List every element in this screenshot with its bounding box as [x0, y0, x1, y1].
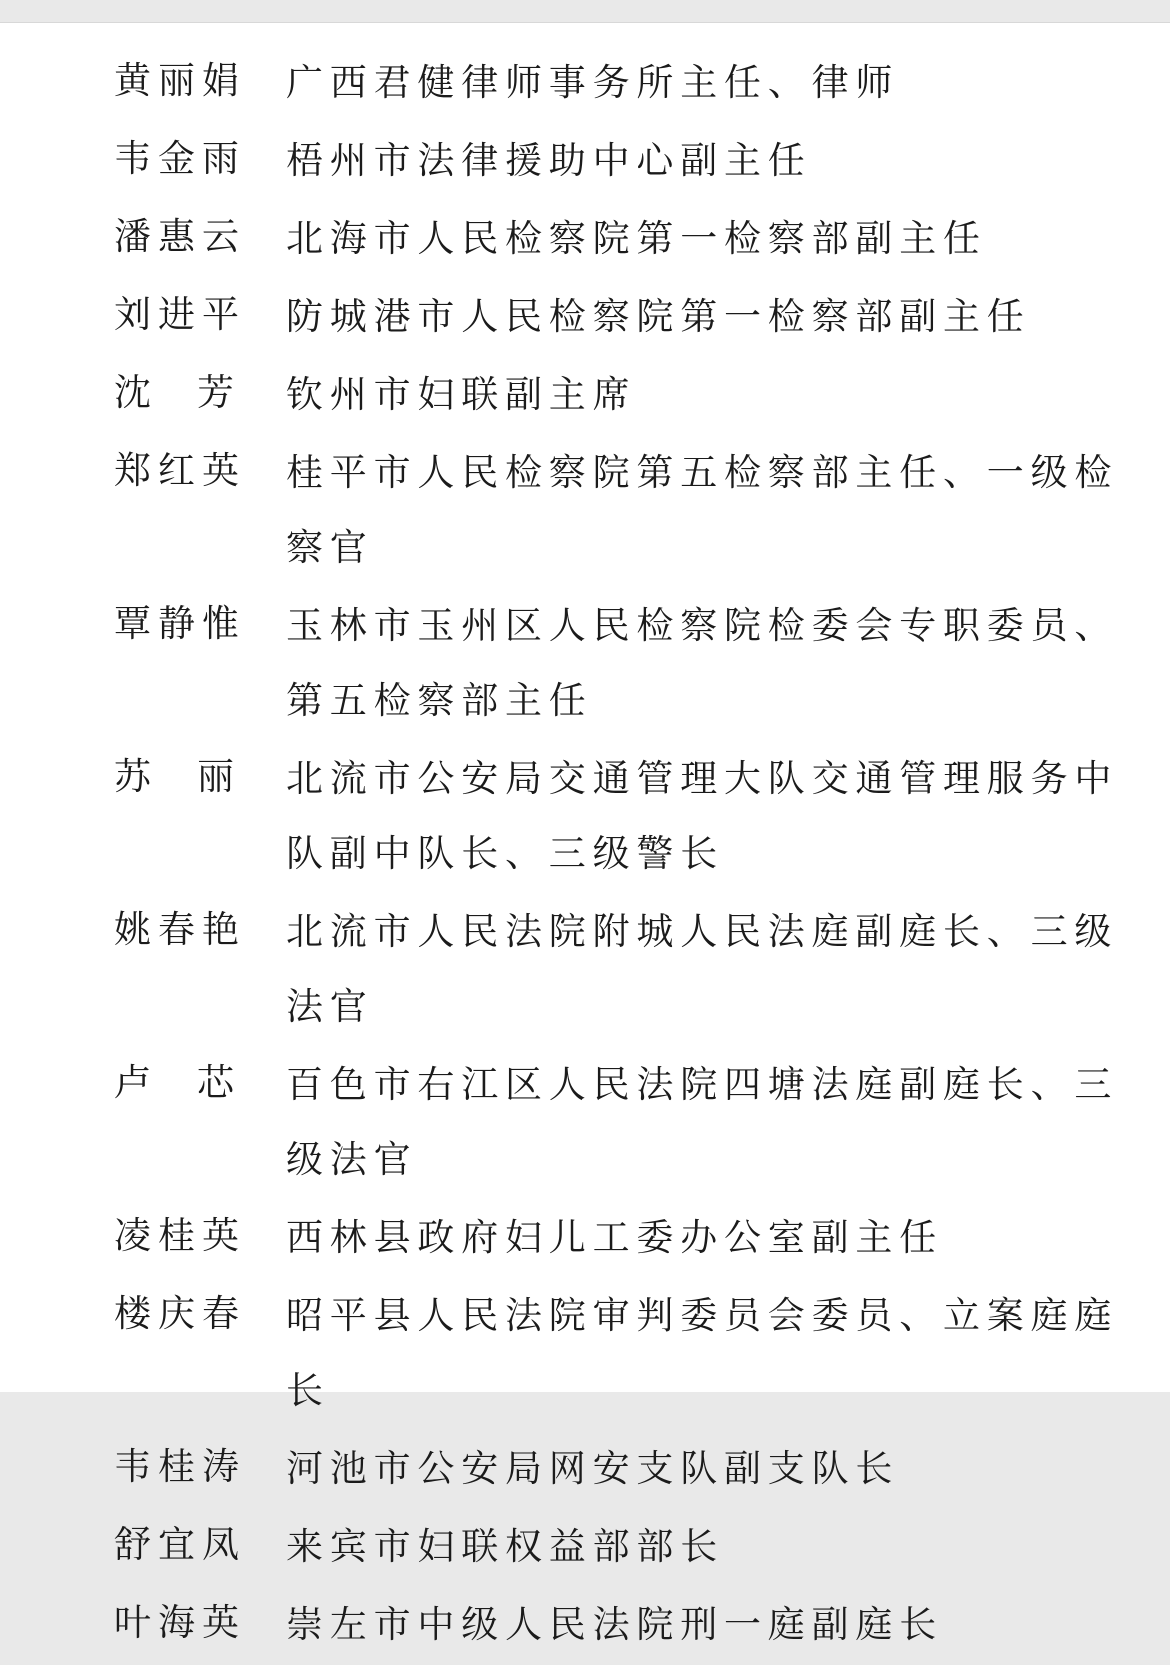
person-title: 北流市公安局交通管理大队交通管理服务中队副中队长、三级警长	[286, 757, 1119, 875]
person-name: 沈芳	[114, 371, 280, 414]
list-item	[114, 1587, 1154, 1662]
person-name: 苏丽	[114, 755, 280, 798]
name-list	[114, 45, 1154, 1665]
list-item	[114, 123, 1154, 198]
person-title: 玉林市玉州区人民检察院检委会专职委员、第五检察部主任	[286, 604, 1119, 722]
list-item	[114, 1431, 1154, 1506]
list-item	[114, 1047, 1154, 1197]
list-item	[114, 201, 1154, 276]
person-title: 广西君健律师事务所主任、律师	[286, 61, 900, 104]
person-title: 桂平市人民检察院第五检察部主任、一级检察官	[286, 451, 1119, 569]
person-name: 覃静惟	[114, 602, 246, 645]
list-item	[114, 279, 1154, 354]
person-title: 西林县政府妇儿工委办公室副主任	[286, 1216, 943, 1259]
list-item	[114, 894, 1154, 1044]
list-item	[114, 357, 1154, 432]
person-title: 崇左市中级人民法院刑一庭副庭长	[286, 1603, 943, 1646]
person-name: 郑红英	[114, 449, 246, 492]
person-title: 钦州市妇联副主席	[286, 373, 637, 416]
list-item	[114, 1509, 1154, 1584]
document-page	[0, 22, 1170, 1646]
list-item	[114, 741, 1154, 891]
person-name: 楼庆春	[114, 1292, 246, 1335]
person-title: 北海市人民检察院第一检察部副主任	[286, 217, 987, 260]
person-name: 凌桂英	[114, 1214, 246, 1257]
list-item	[114, 588, 1154, 738]
list-item	[114, 1200, 1154, 1275]
person-name: 刘进平	[114, 293, 246, 336]
person-title: 昭平县人民法院审判委员会委员、立案庭庭长	[286, 1294, 1119, 1412]
person-title: 北流市人民法院附城人民法庭副庭长、三级法官	[286, 910, 1119, 1028]
person-name: 黄丽娟	[114, 59, 246, 102]
person-name: 叶海英	[114, 1601, 246, 1644]
person-title: 梧州市法律援助中心副主任	[286, 139, 812, 182]
person-name: 卢芯	[114, 1061, 280, 1104]
list-item	[114, 45, 1154, 120]
person-name: 韦桂涛	[114, 1445, 246, 1488]
person-name: 姚春艳	[114, 908, 246, 951]
person-title: 百色市右江区人民法院四塘法庭副庭长、三级法官	[286, 1063, 1119, 1181]
person-title: 来宾市妇联权益部部长	[286, 1525, 724, 1568]
person-name: 舒宜凤	[114, 1523, 246, 1566]
person-title: 防城港市人民检察院第一检察部副主任	[286, 295, 1031, 338]
list-item	[114, 435, 1154, 585]
person-name: 韦金雨	[114, 137, 246, 180]
person-title: 河池市公安局网安支队副支队长	[286, 1447, 900, 1490]
list-item	[114, 1278, 1154, 1428]
person-name: 潘惠云	[114, 215, 246, 258]
